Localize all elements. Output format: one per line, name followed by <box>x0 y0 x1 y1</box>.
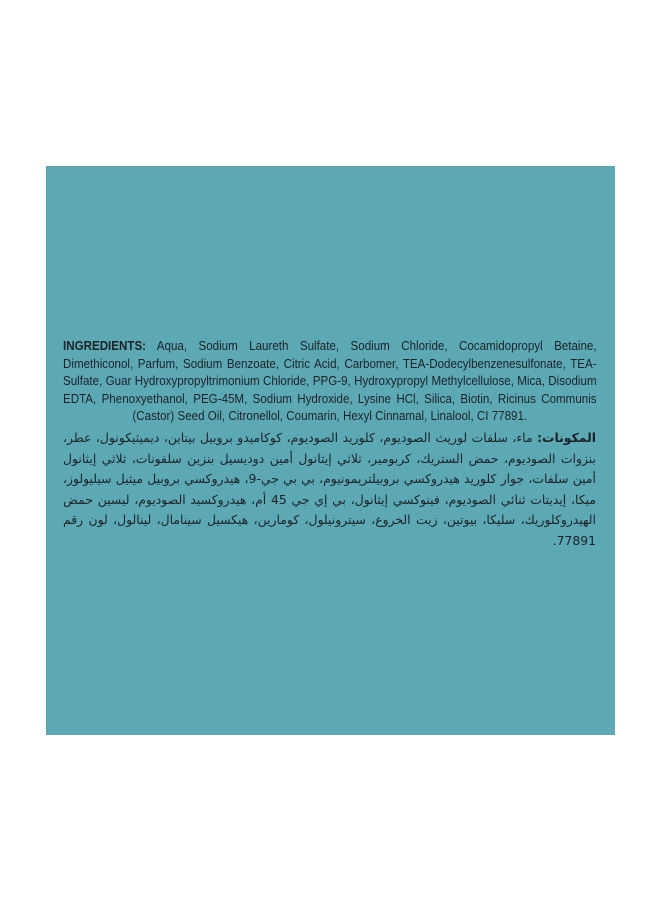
ingredients-panel <box>46 166 615 735</box>
ingredients-english-label: INGREDIENTS: <box>63 339 147 353</box>
ingredients-arabic-label: المكونات: <box>537 429 596 445</box>
ingredients-arabic <box>63 428 596 552</box>
ingredients-arabic-list: ماء، سلفات لوريث الصوديوم، كلوريد الصوديوم، كوكاميدو بروبيل بيتاين، ديميثيكونول، عطر، بنزوات الصوديوم، حمض الستريك، كربومير، ثلاثي إيثانول أمين دوديسيل بنزين سلفونات، ثلاثي إيثانول أمين سلفات، جوار كلوريد هيدروكسي بروبيلتريمونيوم، بي بي جي-9، هيدروكسي بروبيل ميثيل سيليولوز، ميكا، إيديتات ثنائي الصوديوم، فينوكسي إيثانول، بي إي جي 45 أم، هيدروكسيد الصوديوم، ليسين حمض الهيدروكلوريك، سليكا، بيوتين، زيت الخروع، سيترونيلول، كومارين، هيكسيل سينامال، لينالول، لون رقم 77891. <box>63 429 597 548</box>
ingredients-english-list: Aqua, Sodium Laureth Sulfate, Sodium Chloride, Cocamidopropyl Betaine, Dimethiconol, Parfum, Sodium Benzoate, Citric Acid, Carbomer, TEA-Dodecylbenzenesulfonate, TEA-Sulfate, Guar Hydroxypropyltrimonium Chloride, PPG-9, Hydroxypropyl Methylcellulose, Mica, Disodium EDTA, Phenoxyethanol, PEG-45M, Sodium Hydroxide, Lysine HCl, Silica, Biotin, Ricinus Communis (Castor) Seed Oil, Citronellol, Coumarin, Hexyl Cinnamal, Linalool, CI 77891. <box>63 339 597 424</box>
ingredients-text-block <box>63 338 596 552</box>
ingredients-english <box>63 338 597 426</box>
